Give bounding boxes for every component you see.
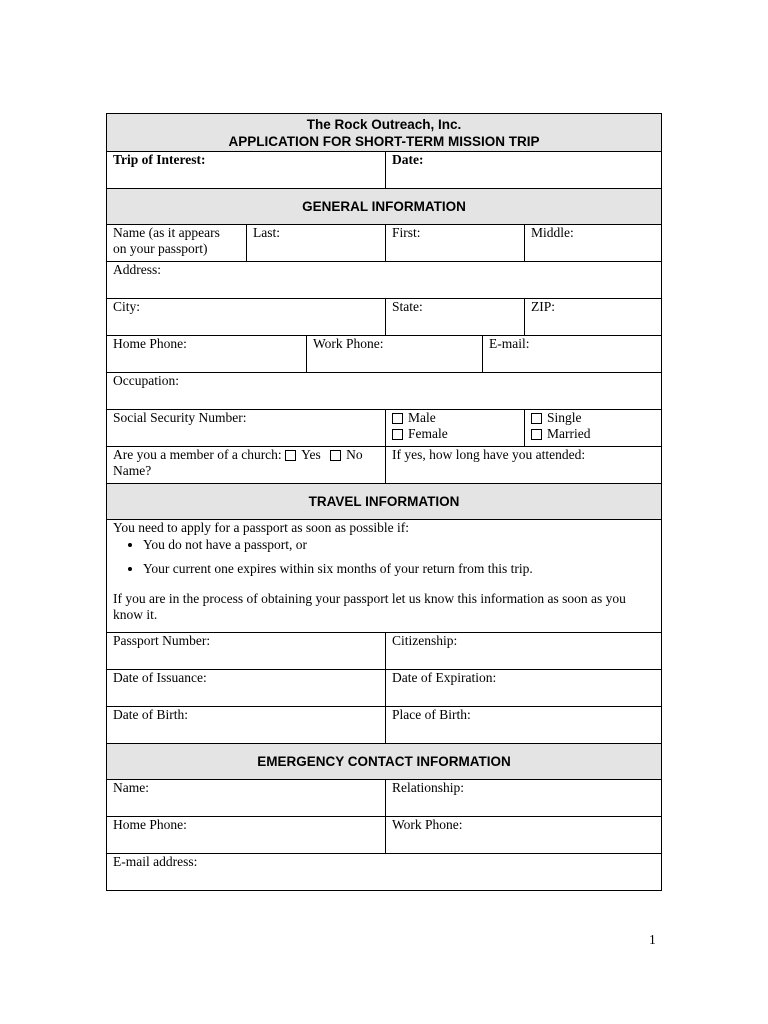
birth-row <box>107 706 661 743</box>
female-checkbox[interactable] <box>392 429 403 440</box>
org-name: The Rock Outreach, Inc. <box>306 116 462 132</box>
emergency-email-row <box>107 853 661 890</box>
emergency-name-row <box>107 779 661 816</box>
emergency-name-field[interactable]: Name: <box>113 780 149 795</box>
church-row <box>107 446 661 483</box>
name-row <box>107 224 661 261</box>
passport-notice: You need to apply for a passport as soon as possible if: • You do not have a passport, or • Your current one expires within six months of your return from this trip. If you are in the process of obtaining your passport let us know this information as soon as you know it. <box>107 520 661 632</box>
middle-name-field[interactable]: Middle: <box>524 225 661 261</box>
first-name-field[interactable]: First: <box>385 225 524 261</box>
church-no-checkbox[interactable] <box>330 450 341 461</box>
birth-date-field[interactable]: Date of Birth: <box>113 707 188 722</box>
bullet-item: • You do not have a passport, or <box>143 537 655 553</box>
expiration-date-field[interactable]: Date of Expiration: <box>385 670 661 706</box>
passport-bullets <box>113 537 655 577</box>
attended-field[interactable]: If yes, how long have you attended: <box>385 447 661 483</box>
relationship-field[interactable]: Relationship: <box>385 780 661 816</box>
ssn-field[interactable]: Social Security Number: <box>113 410 247 425</box>
single-checkbox[interactable] <box>531 413 542 424</box>
marital-group <box>524 410 661 446</box>
male-option[interactable]: Male <box>392 410 518 426</box>
home-phone-field[interactable]: Home Phone: <box>113 336 187 351</box>
last-name-field[interactable]: Last: <box>246 225 385 261</box>
trip-row <box>107 151 661 188</box>
form-title: APPLICATION FOR SHORT-TERM MISSION TRIP <box>228 133 540 149</box>
emergency-info-heading: EMERGENCY CONTACT INFORMATION <box>107 743 661 779</box>
church-name-field[interactable]: Name? <box>113 463 152 478</box>
trip-of-interest-field[interactable]: Trip of Interest: <box>113 152 206 167</box>
application-form <box>106 113 662 891</box>
name-label: Name (as it appears on your passport) <box>113 225 220 256</box>
single-option[interactable]: Single <box>531 410 655 426</box>
issuance-date-field[interactable]: Date of Issuance: <box>113 670 207 685</box>
church-member-field: Are you a member of a church: Yes No Name? <box>107 447 385 483</box>
church-yes-checkbox[interactable] <box>285 450 296 461</box>
emergency-email-field[interactable]: E-mail address: <box>113 854 198 869</box>
trip-date-field[interactable]: Date: <box>385 152 661 188</box>
email-field[interactable]: E-mail: <box>482 336 661 372</box>
married-checkbox[interactable] <box>531 429 542 440</box>
male-checkbox[interactable] <box>392 413 403 424</box>
married-option[interactable]: Married <box>531 426 655 442</box>
page-number: 1 <box>649 932 656 947</box>
issuance-row <box>107 669 661 706</box>
emergency-phone-row <box>107 816 661 853</box>
passport-notice-row <box>107 519 661 632</box>
city-row <box>107 298 661 335</box>
form-header <box>107 114 661 151</box>
bullet-item: • Your current one expires within six months of your return from this trip. <box>143 561 655 577</box>
phone-row <box>107 335 661 372</box>
gender-group <box>385 410 524 446</box>
emergency-work-phone-field[interactable]: Work Phone: <box>385 817 661 853</box>
travel-info-heading: TRAVEL INFORMATION <box>107 483 661 519</box>
female-option[interactable]: Female <box>392 426 518 442</box>
address-field[interactable]: Address: <box>113 262 161 277</box>
passport-number-field[interactable]: Passport Number: <box>113 633 211 648</box>
passport-row <box>107 632 661 669</box>
city-field[interactable]: City: <box>113 299 141 314</box>
emergency-home-phone-field[interactable]: Home Phone: <box>113 817 187 832</box>
work-phone-field[interactable]: Work Phone: <box>306 336 482 372</box>
state-field[interactable]: State: <box>385 299 524 335</box>
birth-place-field[interactable]: Place of Birth: <box>385 707 661 743</box>
occupation-field[interactable]: Occupation: <box>113 373 179 388</box>
occupation-row <box>107 372 661 409</box>
general-info-heading: GENERAL INFORMATION <box>107 188 661 224</box>
address-row <box>107 261 661 298</box>
citizenship-field[interactable]: Citizenship: <box>385 633 661 669</box>
zip-field[interactable]: ZIP: <box>524 299 661 335</box>
ssn-row <box>107 409 661 446</box>
